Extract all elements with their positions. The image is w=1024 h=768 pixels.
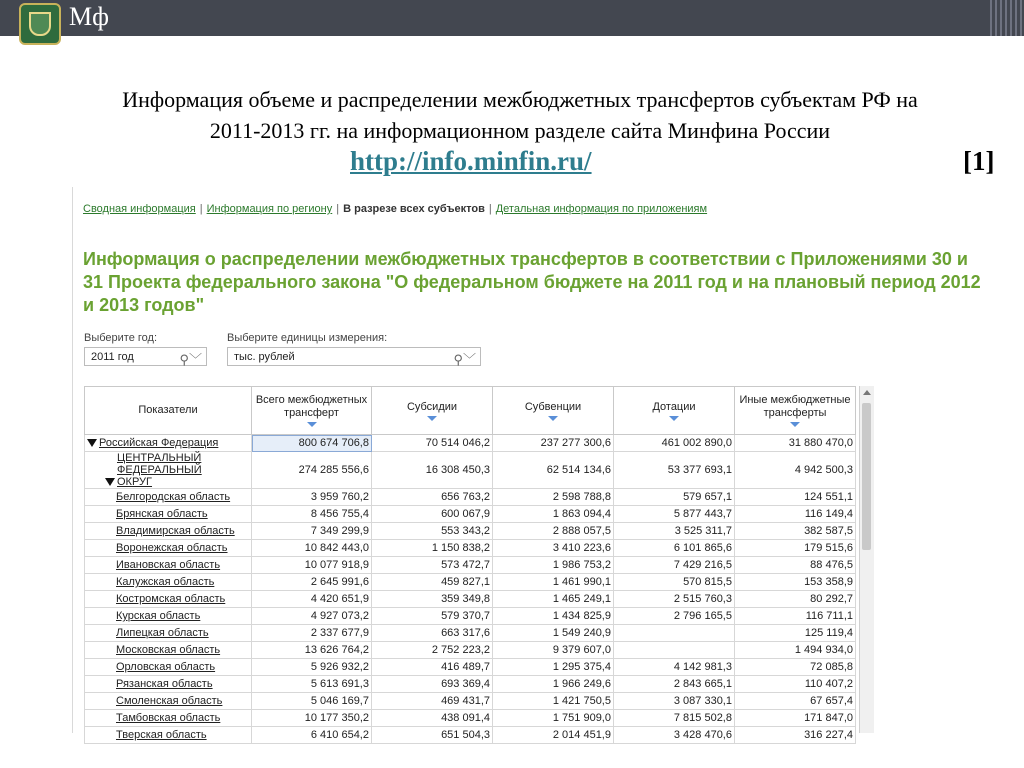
table-cell: 10 177 350,2 <box>252 710 372 727</box>
row-name-link[interactable] <box>85 676 252 693</box>
table-row <box>85 710 856 727</box>
table-cell: 110 407,2 <box>735 676 856 693</box>
row-label[interactable]: Брянская область <box>116 508 208 520</box>
row-label[interactable]: Владимирская область <box>116 525 235 537</box>
table-cell: 573 472,7 <box>372 557 493 574</box>
banner-stripes <box>990 0 1024 36</box>
table-cell: 1 434 825,9 <box>493 608 614 625</box>
table-row <box>85 574 856 591</box>
row-name-link[interactable] <box>85 591 252 608</box>
slide-heading <box>40 84 1000 146</box>
table-cell: 10 077 918,9 <box>252 557 372 574</box>
table-cell: 2 888 057,5 <box>493 523 614 540</box>
table-cell: 359 349,8 <box>372 591 493 608</box>
search-dropdown-icon: ⚲﹀ <box>179 352 202 367</box>
sort-arrow-icon[interactable] <box>548 416 558 421</box>
website-screenshot <box>72 187 991 741</box>
table-cell: 461 002 890,0 <box>614 435 735 452</box>
table-scrollbar[interactable] <box>859 386 874 733</box>
table-cell: 656 763,2 <box>372 489 493 506</box>
units-select[interactable] <box>227 347 481 366</box>
table-cell: 274 285 556,6 <box>252 452 372 489</box>
row-name-link[interactable] <box>85 506 252 523</box>
row-label[interactable]: Смоленская область <box>116 695 223 707</box>
reference-number: [1] <box>963 146 995 176</box>
table-cell: 2 337 677,9 <box>252 625 372 642</box>
table-cell: 4 927 073,2 <box>252 608 372 625</box>
row-name-link[interactable] <box>85 452 252 489</box>
row-label[interactable]: Белгородская область <box>116 491 231 503</box>
table-cell: 1 863 094,4 <box>493 506 614 523</box>
table-cell: 7 349 299,9 <box>252 523 372 540</box>
table-cell: 3 087 330,1 <box>614 693 735 710</box>
table-cell: 67 657,4 <box>735 693 856 710</box>
row-label[interactable]: Калужская область <box>116 576 215 588</box>
table-cell: 382 587,5 <box>735 523 856 540</box>
table-cell: 3 525 311,7 <box>614 523 735 540</box>
table-row <box>85 591 856 608</box>
table-row <box>85 452 856 489</box>
table-cell: 2 014 451,9 <box>493 727 614 744</box>
row-name-link[interactable] <box>85 642 252 659</box>
year-select[interactable] <box>84 347 207 366</box>
table-row <box>85 693 856 710</box>
row-name-link[interactable] <box>85 574 252 591</box>
table-cell: 1 986 753,2 <box>493 557 614 574</box>
crumb-detail[interactable]: Детальная информация по приложениям <box>495 203 708 215</box>
table-cell: 5 926 932,2 <box>252 659 372 676</box>
table-cell: 5 046 169,7 <box>252 693 372 710</box>
table-cell <box>614 625 735 642</box>
table-cell: 2 752 223,2 <box>372 642 493 659</box>
breadcrumb: Сводная информация | Информация по региону | В разрезе всех субъектов | Детальная информация по приложениям <box>83 203 708 215</box>
table-cell: 125 119,4 <box>735 625 856 642</box>
crumb-all-subjects: В разрезе всех субъектов <box>343 203 485 215</box>
top-banner <box>0 0 1024 36</box>
col-header-other[interactable]: Иные межбюджетные трансферты <box>735 387 856 435</box>
table-row <box>85 659 856 676</box>
table-cell: 116 149,4 <box>735 506 856 523</box>
table-cell: 3 410 223,6 <box>493 540 614 557</box>
table-cell: 3 428 470,6 <box>614 727 735 744</box>
search-dropdown-icon: ⚲﹀ <box>453 352 476 367</box>
table-row <box>85 676 856 693</box>
row-label[interactable]: Орловская область <box>116 661 216 673</box>
table-cell: 316 227,4 <box>735 727 856 744</box>
row-name-link[interactable] <box>85 523 252 540</box>
table-cell: 1 461 990,1 <box>493 574 614 591</box>
table-cell: 7 429 216,5 <box>614 557 735 574</box>
col-header-total[interactable]: Всего межбюджетных трансферт <box>252 387 372 435</box>
row-name-link[interactable] <box>85 625 252 642</box>
crumb-by-region[interactable]: Информация по региону <box>206 203 333 215</box>
table-cell: 62 514 134,6 <box>493 452 614 489</box>
row-label[interactable]: Воронежская область <box>116 542 228 554</box>
table-cell: 1 751 909,0 <box>493 710 614 727</box>
row-name-link[interactable] <box>85 557 252 574</box>
row-label[interactable]: Липецкая область <box>116 627 209 639</box>
col-header-subventions[interactable]: Субвенции <box>493 387 614 435</box>
row-label[interactable]: ЦЕНТРАЛЬНЫЙ ФЕДЕРАЛЬНЫЙ ОКРУГ <box>117 452 202 488</box>
sort-arrow-icon[interactable] <box>427 416 437 421</box>
table-cell: 469 431,7 <box>372 693 493 710</box>
page-title: Информация о распределении межбюджетных трансфертов в соответствии с Приложениями 30 и 31 Проекта федерального закона "О федеральном бюджете на 2011 год и на плановый период 2012 и 2013 годов" <box>83 249 981 315</box>
table-cell: 800 674 706,8 <box>252 435 372 452</box>
table-cell: 1 295 375,4 <box>493 659 614 676</box>
year-label: Выберите год: <box>84 332 158 344</box>
sort-arrow-icon[interactable] <box>790 422 800 427</box>
table-cell: 179 515,6 <box>735 540 856 557</box>
table-cell: 10 842 443,0 <box>252 540 372 557</box>
table-cell: 3 959 760,2 <box>252 489 372 506</box>
table-cell: 80 292,7 <box>735 591 856 608</box>
table-cell: 438 091,4 <box>372 710 493 727</box>
table-cell: 1 494 934,0 <box>735 642 856 659</box>
row-label[interactable]: Костромская область <box>116 593 226 605</box>
table-cell: 13 626 764,2 <box>252 642 372 659</box>
row-label[interactable]: Российская Федерация <box>99 437 219 449</box>
table-cell: 6 101 865,6 <box>614 540 735 557</box>
units-value: тыс. рублей <box>234 351 295 363</box>
ministry-emblem-icon <box>19 3 61 45</box>
table-cell: 9 379 607,0 <box>493 642 614 659</box>
collapse-triangle-icon[interactable] <box>105 478 115 486</box>
row-label[interactable]: Ивановская область <box>116 559 221 571</box>
row-name-link[interactable] <box>85 608 252 625</box>
scroll-up-icon[interactable] <box>863 390 871 395</box>
table-header-row <box>85 387 856 435</box>
sort-arrow-icon[interactable] <box>307 422 317 427</box>
table-row <box>85 557 856 574</box>
row-label[interactable]: Рязанская область <box>116 678 213 690</box>
row-label[interactable]: Тамбовская область <box>116 712 221 724</box>
table-cell: 579 370,7 <box>372 608 493 625</box>
table-cell: 53 377 693,1 <box>614 452 735 489</box>
col-header-subsidies[interactable]: Субсидии <box>372 387 493 435</box>
table-cell: 2 515 760,3 <box>614 591 735 608</box>
table-row <box>85 489 856 506</box>
table-cell: 153 358,9 <box>735 574 856 591</box>
table-cell: 693 369,4 <box>372 676 493 693</box>
year-value: 2011 год <box>91 351 134 363</box>
col-header-dotations[interactable]: Дотации <box>614 387 735 435</box>
table-row <box>85 625 856 642</box>
table-cell: 1 421 750,5 <box>493 693 614 710</box>
table-cell: 1 966 249,6 <box>493 676 614 693</box>
heading-line-1: Информация объеме и распределении межбюджетных трансфертов субъектам РФ на <box>122 87 918 112</box>
table-cell: 570 815,5 <box>614 574 735 591</box>
table-row <box>85 727 856 744</box>
table-cell: 553 343,2 <box>372 523 493 540</box>
table-cell: 237 277 300,6 <box>493 435 614 452</box>
table-row <box>85 642 856 659</box>
table-cell: 2 843 665,1 <box>614 676 735 693</box>
table-cell: 416 489,7 <box>372 659 493 676</box>
table-cell: 2 598 788,8 <box>493 489 614 506</box>
row-name-link[interactable] <box>85 435 252 452</box>
table-cell: 8 456 755,4 <box>252 506 372 523</box>
table-cell: 16 308 450,3 <box>372 452 493 489</box>
table-row <box>85 435 856 452</box>
col-header-indicators: Показатели <box>85 387 252 435</box>
table-cell: 70 514 046,2 <box>372 435 493 452</box>
sort-arrow-icon[interactable] <box>669 416 679 421</box>
table-cell: 651 504,3 <box>372 727 493 744</box>
row-name-link[interactable] <box>85 710 252 727</box>
row-name-link[interactable] <box>85 659 252 676</box>
table-cell: 1 549 240,9 <box>493 625 614 642</box>
table-row <box>85 608 856 625</box>
table-cell: 6 410 654,2 <box>252 727 372 744</box>
row-name-link[interactable] <box>85 693 252 710</box>
site-link[interactable]: http://info.minfin.ru/ <box>350 146 592 176</box>
table-cell: 7 815 502,8 <box>614 710 735 727</box>
transfers-table <box>84 386 856 744</box>
table-cell: 4 142 981,3 <box>614 659 735 676</box>
table-cell: 663 317,6 <box>372 625 493 642</box>
table-cell <box>614 642 735 659</box>
table-cell: 4 420 651,9 <box>252 591 372 608</box>
row-name-link[interactable] <box>85 727 252 744</box>
table-row <box>85 540 856 557</box>
table-cell: 600 067,9 <box>372 506 493 523</box>
row-name-link[interactable] <box>85 540 252 557</box>
collapse-triangle-icon[interactable] <box>87 439 97 447</box>
table-cell: 124 551,1 <box>735 489 856 506</box>
table-cell: 459 827,1 <box>372 574 493 591</box>
crumb-summary[interactable]: Сводная информация <box>83 203 196 215</box>
heading-line-2: 2011-2013 гг. на информационном разделе сайта Минфина России <box>209 118 831 143</box>
table-cell: 2 645 991,6 <box>252 574 372 591</box>
table-cell: 88 476,5 <box>735 557 856 574</box>
table-row <box>85 523 856 540</box>
table-cell: 5 613 691,3 <box>252 676 372 693</box>
units-label: Выберите единицы измерения: <box>227 332 388 344</box>
scroll-thumb[interactable] <box>862 403 871 550</box>
row-label[interactable]: Московская область <box>116 644 221 656</box>
table-cell: 31 880 470,0 <box>735 435 856 452</box>
table-cell: 116 711,1 <box>735 608 856 625</box>
brand-text: Мф <box>69 2 109 31</box>
row-label[interactable]: Курская область <box>116 610 201 622</box>
table-cell: 171 847,0 <box>735 710 856 727</box>
table-row <box>85 506 856 523</box>
table-cell: 72 085,8 <box>735 659 856 676</box>
table-cell: 1 150 838,2 <box>372 540 493 557</box>
table-cell: 5 877 443,7 <box>614 506 735 523</box>
table-cell: 579 657,1 <box>614 489 735 506</box>
row-label[interactable]: Тверская область <box>116 729 207 741</box>
table-cell: 4 942 500,3 <box>735 452 856 489</box>
table-cell: 2 796 165,5 <box>614 608 735 625</box>
row-name-link[interactable] <box>85 489 252 506</box>
table-cell: 1 465 249,1 <box>493 591 614 608</box>
